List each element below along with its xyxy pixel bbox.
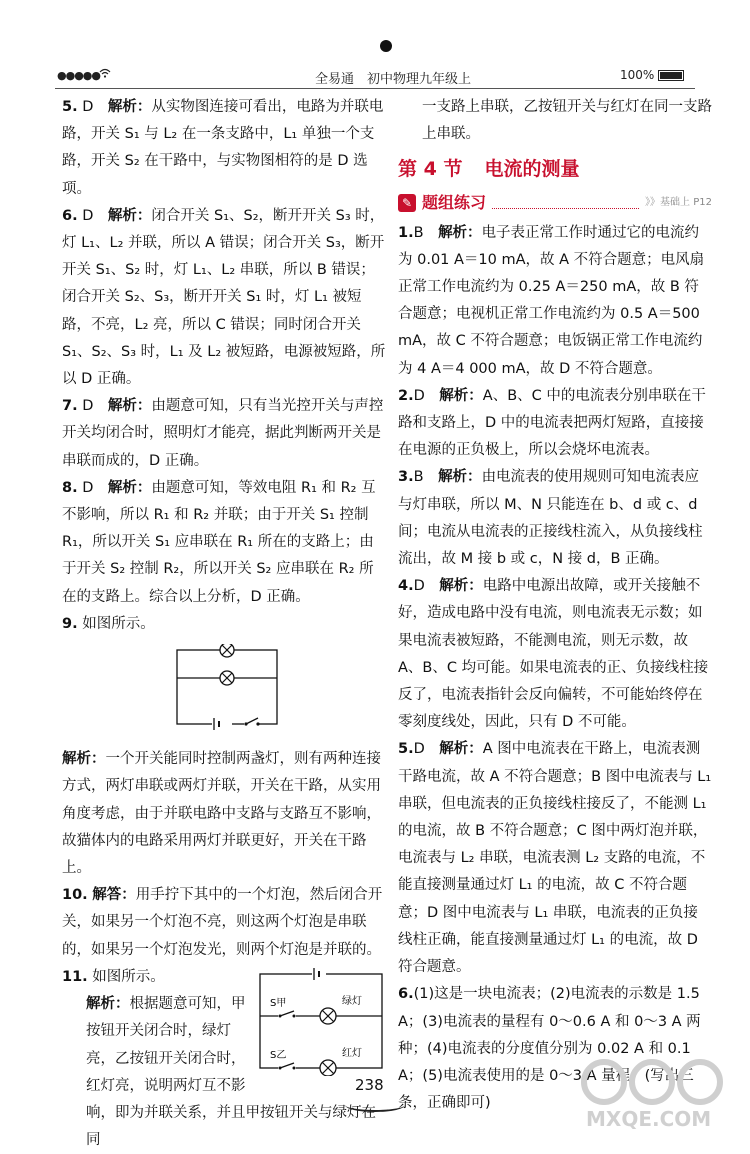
lamp-icon <box>220 671 234 685</box>
left-q9-analysis: 解析：一个开关能同时控制两盏灯，则有两种连接方式，两灯串联或两灯并联，开关在干路，从实用角度考虑，由于并联电路中支路与支路互不影响，故猫体内的电路采用两灯并联更好，开关在干路上。 <box>62 751 381 877</box>
status-bar <box>55 66 695 88</box>
dotted-rule <box>492 196 639 209</box>
green-lamp-label: 绿灯 <box>342 995 362 1007</box>
button-lamp-circuit-diagram <box>256 966 388 1086</box>
svg-text:MXQE.COM: MXQE.COM <box>586 1107 712 1131</box>
practice-header: ✎ 题组练习 》》基础上 P12 <box>398 190 712 216</box>
battery-icon <box>658 70 684 81</box>
right-q6: 6.(1)这是一块电流表；(2)电流表的示数是 1.5 A；(3)电流表的量程有 0～0.6 A 和 0～3 A 两种；(4)电流表的分度值分别为 0.02 A 和 0.1 A；(5)电流表使用的是 0～3 A 量程。(写出三条，正确即可) <box>398 986 701 1112</box>
camera-dot <box>380 40 392 52</box>
wifi-icon <box>99 67 111 81</box>
left-q11: 11. 如图所示。 解析：根据题意可知，甲 按钮开关闭合时，绿灯 亮，乙按钮开关闭合时， 红灯亮，说明两灯互不影 响，即为并联关系，并且甲按钮开关与绿灯在同 S甲 S乙 绿灯 红灯 <box>62 964 388 1154</box>
left-q9: 9. 如图所示。 <box>62 615 155 632</box>
red-lamp-label: 红灯 <box>342 1047 362 1059</box>
left-q10: 10. 解答：用手拧下其中的一个灯泡，然后闭合开关，如果另一个灯泡不亮，则这两个灯泡是串联的，如果另一个灯泡发光，则两个灯泡是并联的。 <box>62 887 383 958</box>
page-number: 238 <box>355 1076 384 1094</box>
pencil-icon: ✎ <box>398 194 416 212</box>
right-q4: 4.D 解析：电路中电源出故障，或开关接触不好，造成电路中没有电流，则电流表无示数；如果电流表被短路，不能测电流，则无示数，故 A、B、C 均可能。如果电流表的正、负接线柱接反了，电流表指针会反向偏转，不可能始终停在零刻度线处，因此，只有 D 不可能。 <box>398 578 709 731</box>
lamp-icon <box>220 644 234 657</box>
left-q5: 5. D 解析：从实物图连接可看出，电路为并联电路，开关 S₁ 与 L₂ 在一条支路中，L₁ 单独一个支路，开关 S₂ 在干路中，与实物图相符的是 D 选项。 <box>62 99 384 197</box>
left-q8: 8. D 解析：由题意可知，等效电阻 R₁ 和 R₂ 互不影响，所以 R₁ 和 R₂ 并联；由于开关 S₁ 控制 R₁，所以开关 S₁ 应串联在 R₁ 所在的支路上；由于开关 S₂ 控制 R₂，所以开关 S₂ 应串联在 R₂ 所在的支路上。综合以上分析，D 正确。 <box>62 479 376 605</box>
header-divider <box>55 88 695 89</box>
right-q5: 5.D 解析：A 图中电流表在干路上，电流表测干路电流，故 A 不符合题意；B 图中电流表与 L₁ 串联，但电流表的正负接线柱接反了，不能测 L₁ 的电流，故 B 不符合题意；C 图中两灯泡并联，电流表与 L₂ 串联，电流表测 L₂ 支路的电流，不能直接测量通过灯 L₁ 的电流，故 C 不符合题意；D 图中电流表与 L₁ 串联，电流表的正负接线柱正确，能直接测量通过灯 L₁ 的电流，故 D 符合题意。 <box>398 741 712 976</box>
left-q6: 6. D 解析：闭合开关 S₁、S₂，断开开关 S₃ 时，灯 L₁、L₂ 并联，所以 A 错误；闭合开关 S₃，断开开关 S₁、S₂ 时，灯 L₁、L₂ 串联，所以 B 错误；闭合开关 S₂、S₃，断开开关 S₁ 时，灯 L₁ 被短路，不亮，L₂ 亮，所以 C 错误；同时闭合开关 S₁、S₂、S₃ 时，L₁ 及 L₂ 被短路，电源被短路，所以 D 正确。 <box>62 207 386 388</box>
switch-label-jia: S甲 <box>270 997 287 1009</box>
right-q1: 1.B 解析：电子表正常工作时通过它的电流约为 0.01 A＝10 mA，故 A 不符合题意；电风扇正常工作电流约为 0.25 A＝250 mA，故 B 符合题意；电视机正常工作电流约为 0.5 A＝500 mA，故 C 不符合题意；电饭锅正常工作电流约为 4 A＝4 000 mA，故 D 不符合题意。 <box>398 224 705 377</box>
switch-label-yi: S乙 <box>270 1049 287 1061</box>
right-column <box>398 94 712 1117</box>
right-q3: 3.B 解析：由电流表的使用规则可知电流表应与灯串联，所以 M、N 只能连在 b、d 或 c、d 间；电流从电流表的正接线柱流入，从负接线柱流出，故 M 接 b 或 c，N 接 d，B 正确。 <box>398 469 703 568</box>
section-heading: 第 4 节 电流的测量 <box>398 158 580 181</box>
parallel-circuit-diagram <box>172 644 388 740</box>
left-q7: 7. D 解析：由题意可知，只有当光控开关与声控开关均闭合时，照明灯才能亮，据此判断两开关是串联而成的，D 正确。 <box>62 398 384 469</box>
book-title: 全易通 初中物理九年级上 <box>315 72 472 87</box>
right-q2: 2.D 解析：A、B、C 中的电流表分别串联在干路和支路上，D 中的电流表把两灯短路，直接接在电源的正负极上，所以会烧坏电流表。 <box>398 387 706 459</box>
right-continuation: 一支路上串联，乙按钮开关与红灯在同一支路上串联。 <box>422 99 712 143</box>
lamp-icon <box>320 1008 336 1024</box>
left-column <box>62 94 388 1154</box>
lamp-icon <box>320 1060 336 1076</box>
page-number-underline <box>345 1098 405 1112</box>
signal-icon: ●●●●● <box>57 69 100 82</box>
watermark-logo <box>572 1054 732 1134</box>
battery-percent: 100% <box>620 68 655 82</box>
